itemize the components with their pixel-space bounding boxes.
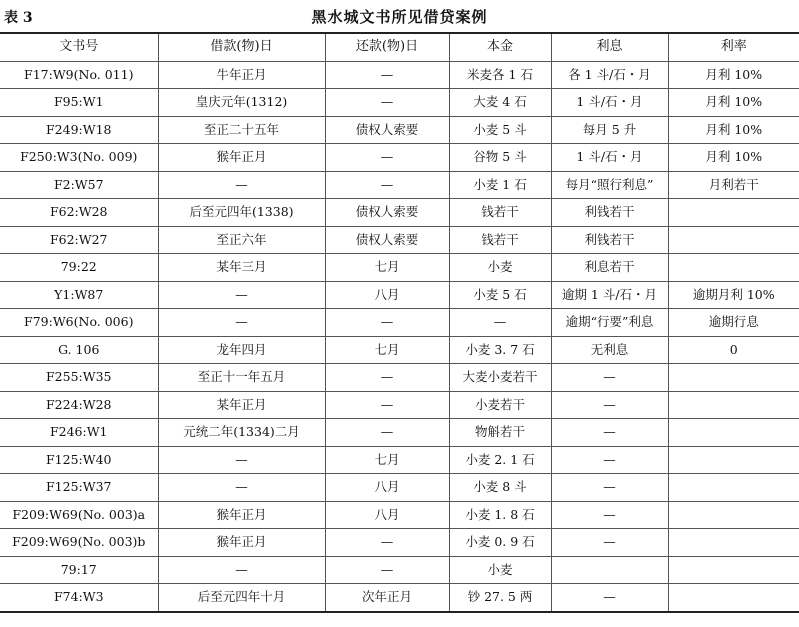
table-cell: F209:W69(No. 003)a bbox=[0, 501, 158, 529]
table-cell: 物斛若干 bbox=[449, 419, 551, 447]
table-cell bbox=[668, 501, 799, 529]
table-cell: 月利 10% bbox=[668, 144, 799, 172]
table-cell: 至正二十五年 bbox=[158, 116, 325, 144]
table-cell: 至正十一年五月 bbox=[158, 364, 325, 392]
table-cell: 逾期“行要”利息 bbox=[551, 309, 668, 337]
table-cell: 每月“照行利息” bbox=[551, 171, 668, 199]
table-cell: F224:W28 bbox=[0, 391, 158, 419]
table-cell: 某年三月 bbox=[158, 254, 325, 282]
table-row bbox=[0, 336, 799, 364]
table-cell bbox=[668, 529, 799, 557]
table-cell: — bbox=[158, 281, 325, 309]
table-cell: 后至元四年十月 bbox=[158, 584, 325, 612]
table-cell bbox=[668, 199, 799, 227]
table-cell: — bbox=[158, 474, 325, 502]
table-cell: — bbox=[325, 364, 449, 392]
table-cell: 逾期 1 斗/石・月 bbox=[551, 281, 668, 309]
table-cell: 小麦 1 石 bbox=[449, 171, 551, 199]
table-cell: 月利 10% bbox=[668, 89, 799, 117]
table-cell: F125:W40 bbox=[0, 446, 158, 474]
table-cell: 八月 bbox=[325, 474, 449, 502]
table-cell: 钞 27. 5 两 bbox=[449, 584, 551, 612]
table-cell: — bbox=[551, 529, 668, 557]
table-cell bbox=[668, 364, 799, 392]
table-row bbox=[0, 584, 799, 612]
table-cell: F17:W9(No. 011) bbox=[0, 61, 158, 89]
table-row bbox=[0, 446, 799, 474]
table-title: 黑水城文书所见借贷案例 bbox=[311, 8, 488, 26]
column-header: 借款(物)日 bbox=[158, 33, 325, 61]
table-row bbox=[0, 199, 799, 227]
table-cell: F2:W57 bbox=[0, 171, 158, 199]
table-header-row bbox=[0, 33, 799, 61]
table-cell bbox=[668, 446, 799, 474]
table-cell: 小麦 5 斗 bbox=[449, 116, 551, 144]
column-header: 利率 bbox=[668, 33, 799, 61]
table-cell: 牛年正月 bbox=[158, 61, 325, 89]
table-row bbox=[0, 116, 799, 144]
table-cell: 小麦 bbox=[449, 254, 551, 282]
table-cell: — bbox=[551, 364, 668, 392]
table-cell bbox=[668, 556, 799, 584]
table-cell: — bbox=[325, 309, 449, 337]
table-cell: 小麦若干 bbox=[449, 391, 551, 419]
table-cell: 月利若干 bbox=[668, 171, 799, 199]
table-row bbox=[0, 529, 799, 557]
table-cell: F62:W27 bbox=[0, 226, 158, 254]
table-cell bbox=[668, 226, 799, 254]
table-cell: — bbox=[551, 474, 668, 502]
loan-cases-table bbox=[0, 32, 799, 613]
table-cell: 79:17 bbox=[0, 556, 158, 584]
table-cell: 1 斗/石・月 bbox=[551, 89, 668, 117]
table-cell: — bbox=[158, 171, 325, 199]
table-cell: 八月 bbox=[325, 501, 449, 529]
table-cell: F209:W69(No. 003)b bbox=[0, 529, 158, 557]
table-cell bbox=[668, 254, 799, 282]
table-cell: F255:W35 bbox=[0, 364, 158, 392]
table-cell: — bbox=[325, 529, 449, 557]
table-cell: 0 bbox=[668, 336, 799, 364]
table-cell: F62:W28 bbox=[0, 199, 158, 227]
table-cell: 至正六年 bbox=[158, 226, 325, 254]
table-number: 表 3 bbox=[4, 10, 33, 26]
table-cell: — bbox=[325, 171, 449, 199]
table-cell: 每月 5 升 bbox=[551, 116, 668, 144]
table-cell: 某年正月 bbox=[158, 391, 325, 419]
table-cell: — bbox=[158, 309, 325, 337]
table-cell: 元统二年(1334)二月 bbox=[158, 419, 325, 447]
table-row bbox=[0, 419, 799, 447]
table-cell: 八月 bbox=[325, 281, 449, 309]
column-header: 文书号 bbox=[0, 33, 158, 61]
table-cell: 月利 10% bbox=[668, 116, 799, 144]
table-cell: 逾期月利 10% bbox=[668, 281, 799, 309]
table-cell: 猴年正月 bbox=[158, 144, 325, 172]
table-cell: 小麦 8 斗 bbox=[449, 474, 551, 502]
table-cell: — bbox=[551, 391, 668, 419]
table-cell: — bbox=[551, 501, 668, 529]
table-row bbox=[0, 474, 799, 502]
table-cell: 七月 bbox=[325, 254, 449, 282]
table-cell: — bbox=[158, 556, 325, 584]
table-row bbox=[0, 254, 799, 282]
table-cell: 谷物 5 斗 bbox=[449, 144, 551, 172]
table-cell: — bbox=[325, 419, 449, 447]
table-cell bbox=[668, 419, 799, 447]
table-cell: F125:W37 bbox=[0, 474, 158, 502]
table-cell: F249:W18 bbox=[0, 116, 158, 144]
table-cell: — bbox=[551, 419, 668, 447]
table-cell: 钱若干 bbox=[449, 199, 551, 227]
table-row bbox=[0, 501, 799, 529]
table-body bbox=[0, 61, 799, 612]
table-cell: F79:W6(No. 006) bbox=[0, 309, 158, 337]
column-header: 还款(物)日 bbox=[325, 33, 449, 61]
table-cell: 后至元四年(1338) bbox=[158, 199, 325, 227]
table-cell: 钱若干 bbox=[449, 226, 551, 254]
table-cell: — bbox=[325, 391, 449, 419]
table-caption bbox=[0, 2, 799, 30]
table-cell: F95:W1 bbox=[0, 89, 158, 117]
table-cell: 龙年四月 bbox=[158, 336, 325, 364]
table-cell: 利钱若干 bbox=[551, 199, 668, 227]
table-cell: 猴年正月 bbox=[158, 501, 325, 529]
table-cell bbox=[668, 391, 799, 419]
table-row bbox=[0, 309, 799, 337]
table-row bbox=[0, 281, 799, 309]
table-cell: 米麦各 1 石 bbox=[449, 61, 551, 89]
table-row bbox=[0, 391, 799, 419]
table-cell: 猴年正月 bbox=[158, 529, 325, 557]
table-cell: 利息若干 bbox=[551, 254, 668, 282]
table-cell: Y1:W87 bbox=[0, 281, 158, 309]
table-cell: 小麦 3. 7 石 bbox=[449, 336, 551, 364]
column-header: 利息 bbox=[551, 33, 668, 61]
table-row bbox=[0, 171, 799, 199]
table-cell: 小麦 bbox=[449, 556, 551, 584]
table-cell bbox=[668, 474, 799, 502]
table-row bbox=[0, 61, 799, 89]
table-row bbox=[0, 144, 799, 172]
table-row bbox=[0, 89, 799, 117]
table-cell: 大麦小麦若干 bbox=[449, 364, 551, 392]
table-cell: 债权人索要 bbox=[325, 226, 449, 254]
table-cell: F246:W1 bbox=[0, 419, 158, 447]
table-cell: 小麦 2. 1 石 bbox=[449, 446, 551, 474]
table-row bbox=[0, 364, 799, 392]
table-cell: 逾期行息 bbox=[668, 309, 799, 337]
table-cell: 小麦 0. 9 石 bbox=[449, 529, 551, 557]
column-header: 本金 bbox=[449, 33, 551, 61]
table-cell: — bbox=[325, 556, 449, 584]
table-cell: 无利息 bbox=[551, 336, 668, 364]
table-cell: 次年正月 bbox=[325, 584, 449, 612]
table-cell: 债权人索要 bbox=[325, 199, 449, 227]
table-cell: 1 斗/石・月 bbox=[551, 144, 668, 172]
table-cell: 利钱若干 bbox=[551, 226, 668, 254]
table-cell: — bbox=[325, 61, 449, 89]
table-row bbox=[0, 556, 799, 584]
table-cell: 月利 10% bbox=[668, 61, 799, 89]
table-cell: 皇庆元年(1312) bbox=[158, 89, 325, 117]
table-cell bbox=[551, 556, 668, 584]
table-cell: 小麦 1. 8 石 bbox=[449, 501, 551, 529]
table-cell: 79:22 bbox=[0, 254, 158, 282]
table-cell: 大麦 4 石 bbox=[449, 89, 551, 117]
table-cell: — bbox=[325, 89, 449, 117]
table-cell: — bbox=[158, 446, 325, 474]
table-cell: 债权人索要 bbox=[325, 116, 449, 144]
table-cell: F250:W3(No. 009) bbox=[0, 144, 158, 172]
table-cell: G. 106 bbox=[0, 336, 158, 364]
table-cell: — bbox=[449, 309, 551, 337]
table-cell: 小麦 5 石 bbox=[449, 281, 551, 309]
table-cell: — bbox=[551, 446, 668, 474]
table-cell: 七月 bbox=[325, 336, 449, 364]
table-cell: — bbox=[325, 144, 449, 172]
table-cell: F74:W3 bbox=[0, 584, 158, 612]
table-cell: — bbox=[551, 584, 668, 612]
table-cell: 各 1 斗/石・月 bbox=[551, 61, 668, 89]
table-row bbox=[0, 226, 799, 254]
table-cell: 七月 bbox=[325, 446, 449, 474]
table-cell bbox=[668, 584, 799, 612]
